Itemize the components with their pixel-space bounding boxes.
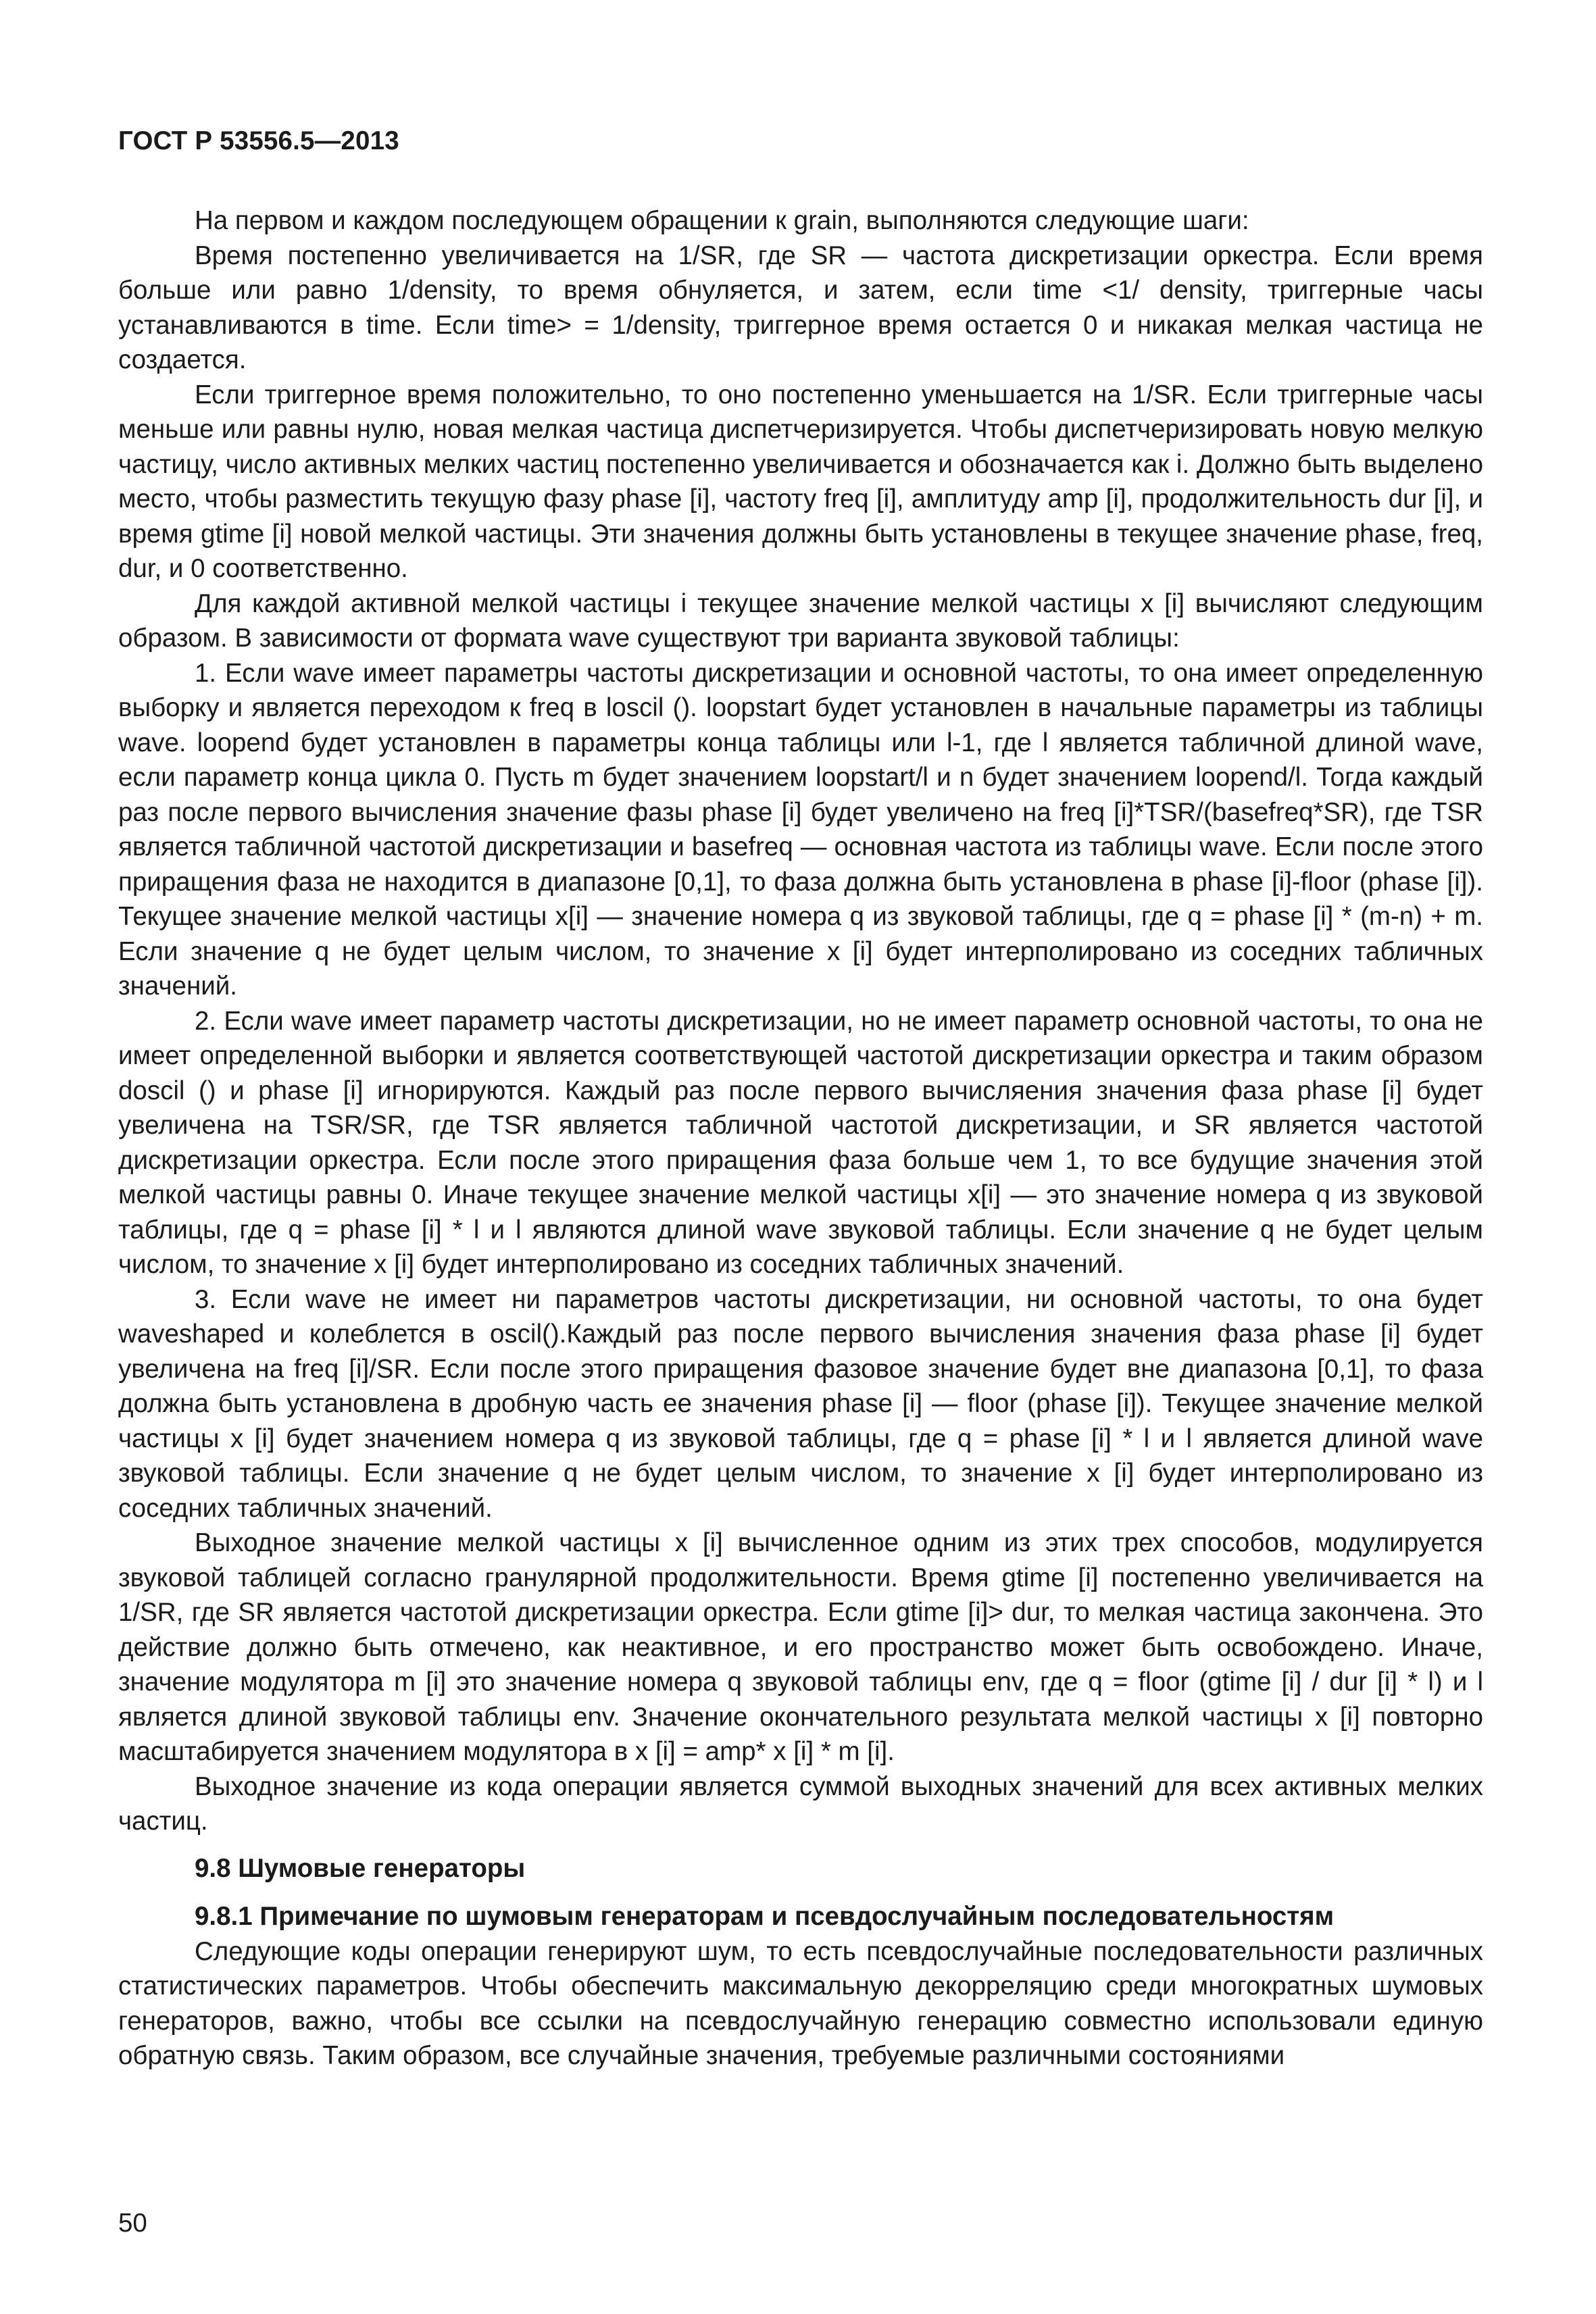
paragraph: Для каждой активной мелкой частицы i текущее значение мелкой частицы x [i] вычисляют следующим образом. В зависимости от формата wave существуют три варианта звуковой таблицы: [118, 588, 1483, 653]
paragraph: Если триггерное время положительно, то оно постепенно уменьшается на 1/SR. Если триггерные часы меньше или равны нулю, новая мелкая частица диспетчеризируется. Чтобы диспетчеризировать новую мелкую частицу, число активных мелких частиц постепенно увеличивается и обозначается как i. Должно быть выделено место, чтобы разместить текущую фазу phase [i], частоту freq [i], амплитуду amp [i], продолжительность dur [i], и время gtime [i] новой мелкой частицы. Эти значения должны быть установлены в текущее значение phase, freq, dur, и 0 соответственно. [118, 380, 1483, 583]
paragraph: 2. Если wave имеет параметр частоты дискретизации, но не имеет параметр основной частоты, то она не имеет определенной выборки и является соответствующей частотой дискретизации оркестра и таким образом doscil () и phase [i] игнорируются. Каждый раз после первого вычисляения значения фаза phase [i] будет увеличена на TSR/SR, где TSR является табличной частотой дискретизации, и SR является частотой дискретизации оркестра. Если после этого приращения фаза больше чем 1, то все будущие значения этой мелкой частицы равны 0. Иначе текущее значение мелкой частицы x[i] — это значение номера q из звуковой таблицы, где q = phase [i] * l и l являются длиной wave звуковой таблицы. Если значение q не будет целым числом, то значение x [i] будет интерполировано из соседних табличных значений. [118, 1006, 1483, 1279]
paragraph: Выходное значение из кода операции является суммой выходных значений для всех активных мелких частиц. [118, 1771, 1483, 1836]
document-page [118, 0, 1483, 2314]
paragraph: Следующие коды операции генерируют шум, то есть псевдослучайные последовательности различных статистических параметров. Чтобы обеспечить максимальную декорреляцию среди многократных шумовых генераторов, важно, чтобы все ссылки на псевдослучайную генерацию совместно использовали единую обратную связь. Таким образом, все случайные значения, требуемые различными состояниями [118, 1936, 1483, 2070]
paragraph: На первом и каждом последующем обращении к grain, выполняются следующие шаги: [195, 206, 1249, 235]
paragraph: Время постепенно увеличивается на 1/SR, где SR — частота дискретизации оркестра. Если время больше или равно 1/density, то время обнуляется, и затем, если time <1/ density, триггерные часы устанавливаются в time. Если time> = 1/density, триггерное время остается 0 и никакая мелкая частица не создается. [118, 241, 1483, 374]
paragraph: Выходное значение мелкой частицы x [i] вычисленное одним из этих трех способов, модулируется звуковой таблицей согласно гранулярной продолжительности. Время gtime [i] постепенно увеличивается на 1/SR, где SR является частотой дискретизации оркестра. Если gtime [i]> dur, то мелкая частица закончена. Это действие должно быть отмечено, как неактивное, и его пространство может быть освобождено. Иначе, значение модулятора m [i] это значение номера q звуковой таблицы env, где q = floor (gtime [i] / dur [i] * l) и l является длиной звуковой таблицы env. Значение окончательного результата мелкой частицы x [i] повторно масштабируется значением модулятора в x [i] = amp* x [i] * m [i]. [118, 1528, 1483, 1766]
paragraph: 3. Если wave не имеет ни параметров частоты дискретизации, ни основной частоты, то она будет waveshaped и колеблется в oscil().Каждый раз после первого вычисления значения фаза phase [i] будет увеличена на freq [i]/SR. Если после этого приращения фазовое значение будет вне диапазона [0,1], то фаза должна быть установлена в дробную часть ее значения phase [i] — floor (phase [i]). Текущее значение мелкой частицы x [i] будет значением номера q из звуковой таблицы, где q = phase [i] * l и l является длиной wave звуковой таблицы. Если значение q не будет целым числом, то значение x [i] будет интерполировано из соседних табличных значений. [118, 1284, 1483, 1523]
standard-header: ГОСТ Р 53556.5—2013 [118, 126, 399, 155]
page-number: 50 [118, 2209, 147, 2238]
section-heading: 9.8 Шумовые генераторы [195, 1853, 526, 1883]
document-body [118, 203, 1483, 2073]
paragraph: 1. Если wave имеет параметры частоты дискретизации и основной частоты, то она имеет определенную выборку и является переходом к freq в loscil (). loopstart будет установлен в начальные параметры из таблицы wave. loopend будет установлен в параметры конца таблицы или l-1, где l является табличной длиной wave, если параметр конца цикла 0. Пусть m будет значением loopstart/l и n будет значением loopend/l. Тогда каждый раз после первого вычисления значение фазы phase [i] будет увеличено на freq [i]*TSR/(basefreq*SR), где TSR является табличной частотой дискретизации и basefreq — основная частота из таблицы wave. Если после этого приращения фаза не находится в диапазоне [0,1], то фаза должна быть установлена в phase [i]-floor (phase [i]). Текущее значение мелкой частицы x[i] — значение номера q из звуковой таблицы, где q = phase [i] * (m-n) + m. Если значение q не будет целым числом, то значение x [i] будет интерполировано из соседних табличных значений. [118, 658, 1483, 1001]
subsection-heading: 9.8.1 Примечание по шумовым генераторам и псевдослучайным последовательностям [195, 1902, 1335, 1931]
